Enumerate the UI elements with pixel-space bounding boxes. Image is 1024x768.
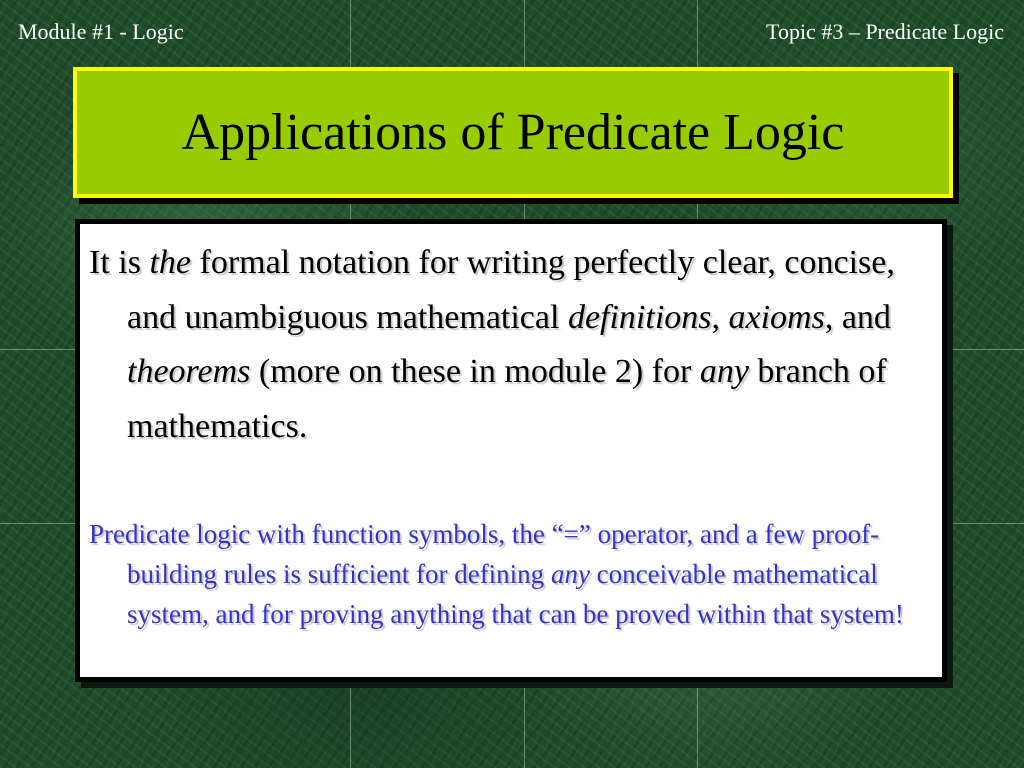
slide-title: Applications of Predicate Logic [181, 104, 845, 161]
text-run: Predicate logic with function symbols, the “=” operator, and a few proof-building rules is sufficient for defining [89, 519, 880, 589]
sub-bullet [89, 514, 934, 634]
module-label: Module #1 - Logic [18, 19, 184, 44]
italic-text-run: theorems [127, 353, 251, 390]
italic-text-run: the [149, 244, 191, 281]
main-bullet [89, 236, 934, 454]
content-box [75, 219, 947, 682]
italic-text-run: any [550, 559, 590, 589]
text-run: (more on these in module 2) for [250, 353, 700, 390]
italic-text-run: any [699, 353, 749, 390]
text-run: , [711, 298, 729, 336]
text-run: It is [89, 244, 150, 281]
title-box [73, 67, 953, 198]
topic-label: Topic #3 – Predicate Logic [766, 19, 1004, 44]
text-run: , and [824, 298, 891, 336]
italic-text-run: definitions [567, 298, 712, 336]
text-run: conceivable mathematical system, and for proving anything that can be proved within that system! [127, 559, 904, 629]
italic-text-run: axioms [728, 298, 825, 336]
text-run: branch of mathematics. [127, 353, 887, 445]
text-run: formal notation for writing perfectly clear, concise, and unambiguous mathematical [127, 244, 895, 336]
